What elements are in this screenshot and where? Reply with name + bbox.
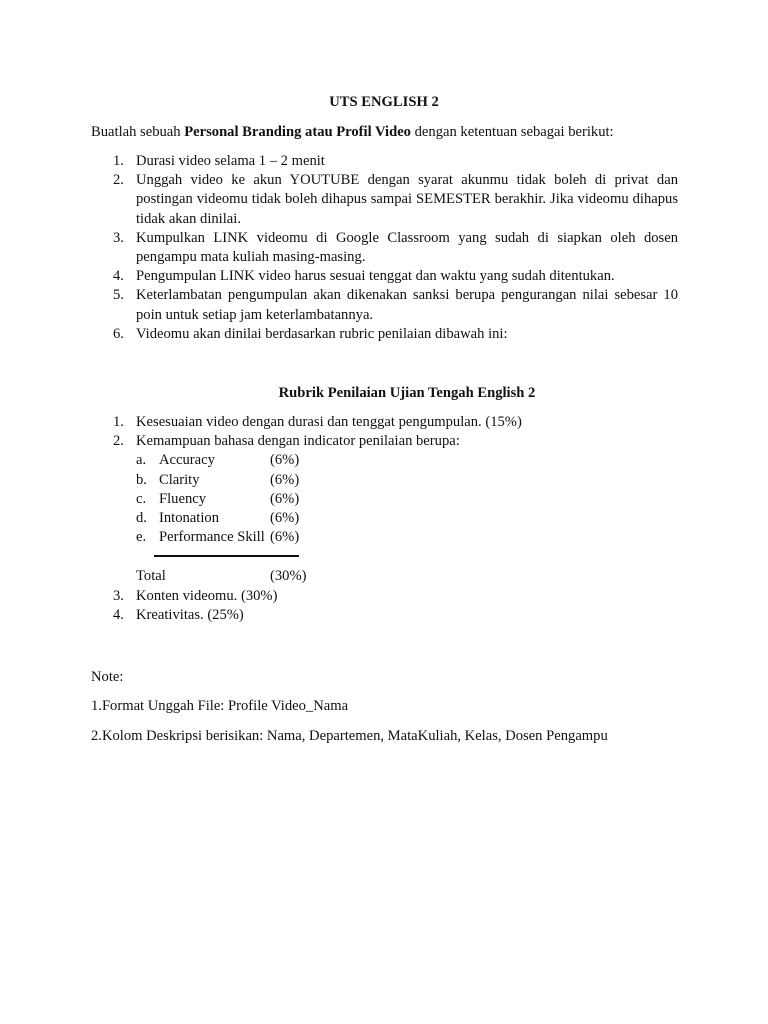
rubric-subitem (136, 471, 678, 490)
subitem-letter: d. (136, 510, 147, 527)
subitem-name: Fluency (159, 490, 207, 507)
list-item-number: 2. (113, 172, 124, 189)
list-item (91, 432, 678, 451)
total-percent: (30%) (270, 568, 307, 584)
list-item (91, 606, 678, 625)
list-item (91, 152, 678, 171)
rubric-title: Rubrik Penilaian Ujian Tengah English 2 (278, 385, 536, 401)
list-item-text: Kreativitas. (25%) (136, 607, 244, 624)
list-item-text: Kesesuaian video dengan durasi dan tenggat pengumpulan. (15%) (136, 414, 522, 430)
note-line-2: 2.Kolom Deskripsi berisikan: Nama, Departemen, MataKuliah, Kelas, Dosen Pengampu (91, 728, 608, 744)
rubric-list (91, 413, 678, 547)
rubric-subitem (136, 490, 678, 509)
subitem-letter: e. (136, 529, 147, 546)
list-item-number: 1. (113, 153, 124, 169)
subitem-name: Performance Skill (159, 529, 265, 546)
subitem-letter: b. (136, 471, 147, 488)
list-item-number: 5. (113, 287, 124, 304)
list-item-text: Durasi video selama 1 – 2 menit (136, 153, 325, 169)
list-item (91, 286, 678, 324)
list-item-number: 1. (113, 414, 124, 430)
list-item (91, 325, 678, 344)
subitem-percent: (6%) (270, 490, 300, 507)
rubric-list-continued (91, 587, 678, 625)
list-item (91, 171, 678, 229)
total-divider-line (154, 555, 299, 557)
page-title: UTS ENGLISH 2 (329, 94, 439, 110)
list-item (91, 587, 678, 606)
rubric-subitem (136, 528, 678, 547)
intro-prefix: Buatlah sebuah (91, 124, 185, 140)
subitem-letter: a. (136, 452, 147, 469)
list-item-text: Keterlambatan pengumpulan akan dikenakan sanksi berupa pengurangan nilai sebesar 10 poin untuk setiap jam keterlambatannya. (136, 287, 678, 323)
subitem-percent: (6%) (270, 452, 300, 469)
requirements-list (91, 152, 678, 344)
subitem-letter: c. (136, 490, 147, 507)
list-item-text: Pengumpulan LINK video harus sesuai tenggat dan waktu yang sudah ditentukan. (136, 268, 615, 285)
list-item-number: 3. (113, 588, 124, 604)
list-item-number: 6. (113, 325, 124, 342)
intro-bold: Personal Branding atau Profil Video (184, 124, 411, 140)
subitem-name: Clarity (159, 471, 200, 488)
subitem-percent: (6%) (270, 529, 300, 546)
list-item-number: 4. (113, 268, 124, 285)
list-item (91, 413, 678, 432)
list-item (91, 267, 678, 286)
rubric-total (136, 567, 306, 586)
list-item-text: Videomu akan dinilai berdasarkan rubric penilaian dibawah ini: (136, 325, 508, 342)
list-item-number: 4. (113, 607, 124, 624)
total-label: Total (136, 568, 166, 584)
subitem-percent: (6%) (270, 471, 300, 488)
list-item-number: 3. (113, 229, 124, 246)
list-item-text: Kemampuan bahasa dengan indicator penilaian berupa: (136, 433, 460, 450)
intro-paragraph (91, 123, 691, 142)
rubric-subitem (136, 509, 678, 528)
list-item (91, 229, 678, 267)
note-heading: Note: (91, 669, 124, 685)
list-item-number: 2. (113, 433, 124, 450)
intro-suffix: dengan ketentuan sebagai berikut: (410, 124, 614, 140)
list-item-text: Kumpulkan LINK videomu di Google Classroom yang sudah di siapkan oleh dosen pengampu mata kuliah masing-masing. (136, 229, 678, 266)
rubric-subitem (136, 451, 678, 470)
list-item-text: Konten videomu. (30%) (136, 588, 278, 604)
note-line-1: 1.Format Unggah File: Profile Video_Nama (91, 698, 349, 714)
list-item-text: Unggah video ke akun YOUTUBE dengan syarat akunmu tidak boleh di privat dan postingan videomu tidak boleh dihapus sampai SEMESTER berakhir. Jika videomu dihapus tidak akan dinilai. (136, 172, 678, 227)
subitem-name: Intonation (159, 510, 219, 527)
subitem-percent: (6%) (270, 510, 300, 527)
subitem-name: Accuracy (159, 452, 215, 469)
